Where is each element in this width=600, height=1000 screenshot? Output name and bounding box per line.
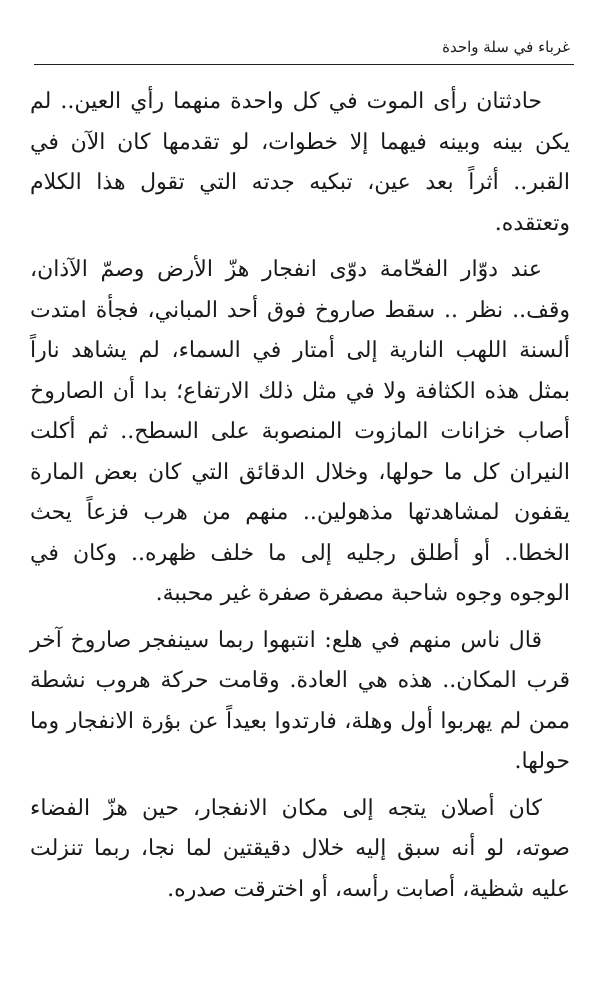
running-title: غرباء في سلة واحدة [442, 38, 570, 56]
paragraph: عند دوّار الفحّامة دوّى انفجار هزّ الأرض وصمّ الآذان، وقف.. نظر .. سقط صاروخ فوق أحد المباني، فجأة امتدت ألسنة اللهب النارية إلى أمتار في السماء، لم يشاهد ناراً بمثل هذه الكثافة ولا في مثل ذلك الارتفاع؛ بدا أن الصاروخ أصاب خزانات المازوت المنصوبة على السطح.. ثم أكلت النيران كل ما حولها، وخلال الدقائق التي كان بعض المارة يقفون لمشاهدتها مذهولين.. منهم من هرب فزعاً يحث الخطا.. أو أطلق رجليه إلى ما خلف ظهره.. وكان في الوجوه وجوه شاحبة مصفرة صفرة غير محببة. [30, 257, 570, 606]
running-header [34, 30, 574, 65]
body-text [30, 82, 570, 916]
paragraph: قال ناس منهم في هلع: انتبهوا ربما سينفجر صاروخ آخر قرب المكان.. هذه هي العادة. وقامت حركة هروب نشطة ممن لم يهربوا أول وهلة، فارتدوا بعيداً عن بؤرة الانفجار وما حولها. [30, 627, 570, 774]
paragraph: كان أصلان يتجه إلى مكان الانفجار، حين هزّ الفضاء صوته، لو أنه سبق إليه خلال دقيقتين لما نجا، ربما تنزلت عليه شظية، أصابت رأسه، أو اخترقت صدره. [30, 795, 570, 902]
paragraph: حادثتان رأى الموت في كل واحدة منهما رأي العين.. لم يكن بينه وبينه فيهما إلا خطوات، لو تقدمها كان الآن في القبر.. أثراً بعد عين، تبكيه جدته التي تقول هذا الكلام وتعتقده. [30, 89, 570, 236]
